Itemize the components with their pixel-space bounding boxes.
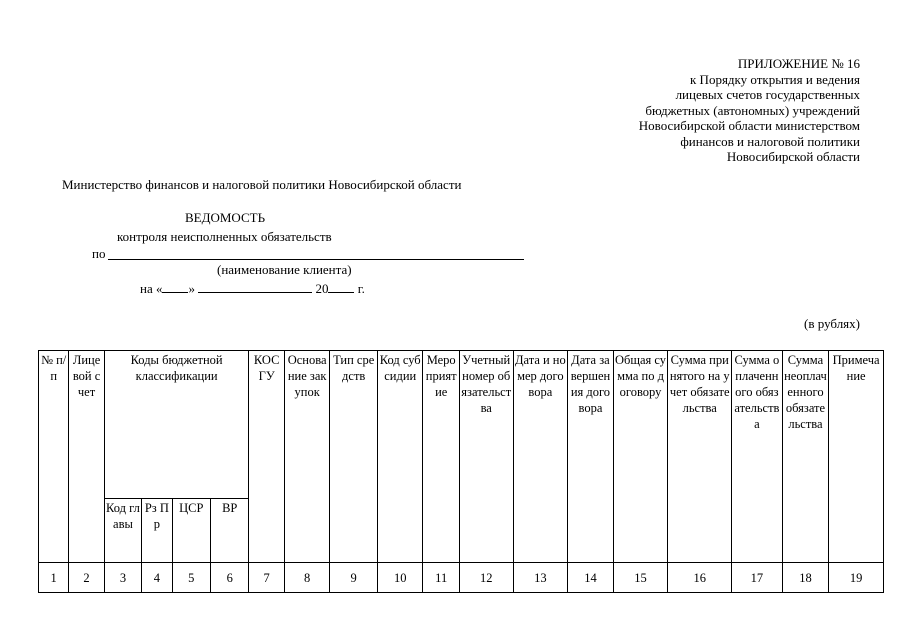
po-label: по [92, 246, 106, 261]
date-line [140, 281, 365, 297]
currency-note: (в рублях) [804, 316, 860, 331]
column-number: 17 [732, 563, 783, 593]
obligations-table [38, 350, 884, 593]
day-blank[interactable] [162, 281, 188, 293]
month-blank[interactable] [198, 281, 312, 293]
column-number: 10 [377, 563, 423, 593]
header-basis: Основание закупок [284, 351, 330, 563]
date-year: 20 [315, 281, 329, 296]
header-kosgu: КОС ГУ [249, 351, 284, 563]
subheader-csr: ЦСР [172, 499, 210, 563]
column-number: 19 [829, 563, 884, 593]
header-contract-date: Дата и номер договора [513, 351, 568, 563]
column-number: 2 [69, 563, 104, 593]
column-number: 18 [782, 563, 829, 593]
column-number: 3 [104, 563, 141, 593]
header-total-sum: Общая сумма по договору [613, 351, 668, 563]
date-mid: » [188, 281, 195, 296]
column-number: 8 [284, 563, 330, 593]
column-number: 7 [249, 563, 284, 593]
ministry-name: Министерство финансов и налоговой политики Новосибирской области [62, 177, 462, 192]
subheader-vr: ВР [210, 499, 248, 563]
client-name-line[interactable] [108, 259, 524, 260]
column-number: 6 [210, 563, 248, 593]
appendix-line: финансов и налоговой политики [680, 133, 860, 149]
header-num: № п/п [39, 351, 69, 563]
appendix-line: бюджетных (автономных) учреждений [645, 102, 860, 118]
subheader-chapter-code: Код главы [104, 499, 141, 563]
header-subsidy-code: Код субсидии [377, 351, 423, 563]
appendix-line: лицевых счетов государственных [675, 87, 860, 102]
subheader-rzpr: Рз Пр [142, 499, 172, 563]
column-number: 15 [613, 563, 668, 593]
appendix-block [639, 56, 860, 165]
appendix-title: ПРИЛОЖЕНИЕ № 16 [737, 56, 860, 71]
column-number: 14 [568, 563, 614, 593]
column-number: 12 [459, 563, 513, 593]
header-measure: Мероприятие [423, 351, 459, 563]
header-funds-type: Тип средств [330, 351, 378, 563]
column-number: 5 [172, 563, 210, 593]
header-budget-codes: Коды бюджетной классификации [104, 351, 249, 499]
document-subtitle: контроля неисполненных обязательств [117, 229, 332, 244]
header-unpaid-sum: Сумма неоплаченного обязательства [782, 351, 829, 563]
column-number: 11 [423, 563, 459, 593]
column-number: 16 [668, 563, 732, 593]
column-number: 4 [142, 563, 172, 593]
date-suffix: г. [357, 281, 365, 296]
column-number: 9 [330, 563, 378, 593]
appendix-line: Новосибирской области [726, 149, 860, 164]
header-reg-number: Учетный номер обязательства [459, 351, 513, 563]
client-caption: (наименование клиента) [217, 262, 352, 277]
document-title: ВЕДОМОСТЬ [185, 210, 266, 225]
column-number: 1 [39, 563, 69, 593]
header-paid-sum: Сумма оплаченного обязательства [732, 351, 783, 563]
date-prefix: на « [140, 281, 163, 296]
header-contract-end: Дата завершения договора [568, 351, 614, 563]
appendix-line: к Порядку открытия и ведения [689, 71, 860, 87]
appendix-line: Новосибирской области министерством [638, 118, 860, 133]
header-note: Примечание [829, 351, 884, 563]
column-number: 13 [513, 563, 568, 593]
header-accepted-sum: Сумма принятого на учет обязательства [668, 351, 732, 563]
year-blank[interactable] [328, 281, 354, 293]
header-account: Лицевой счет [69, 351, 104, 563]
